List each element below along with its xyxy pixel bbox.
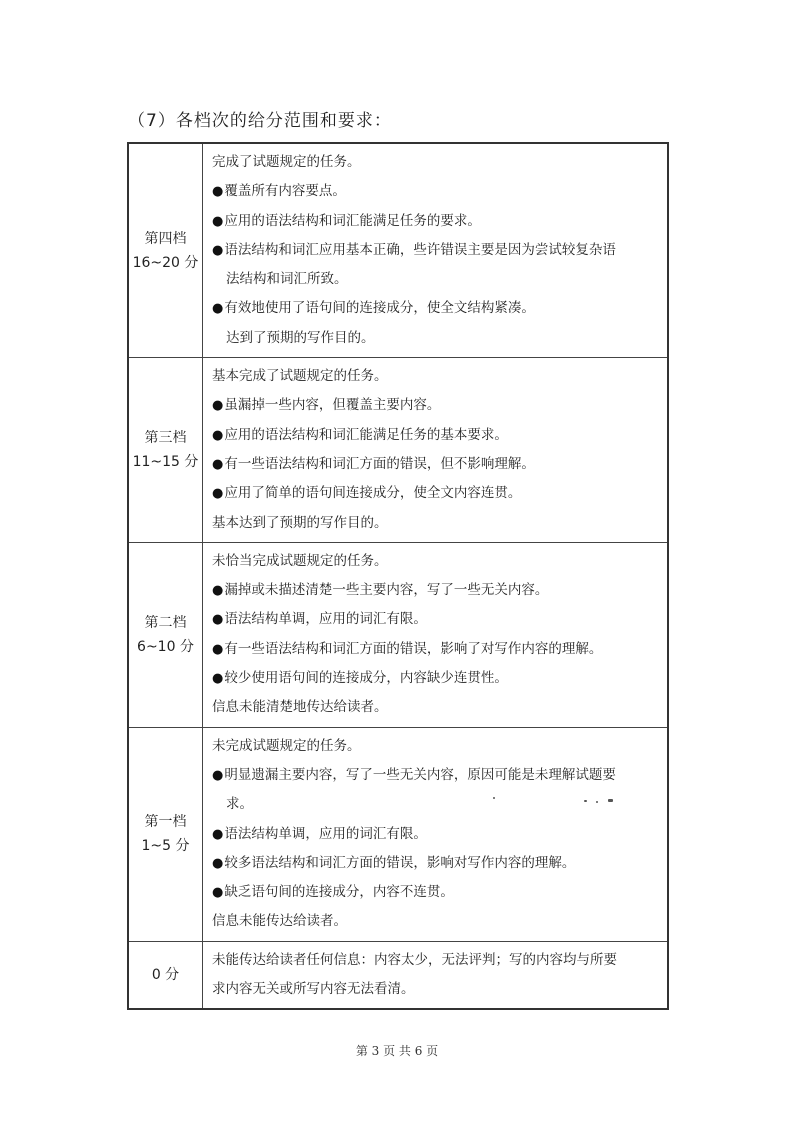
criterion-text: 完成了试题规定的任务。 bbox=[212, 154, 361, 170]
criterion-bullet-item: ● 语法结构和词汇应用基本正确，些许错误主要是因为尝试较复杂语 bbox=[212, 236, 661, 265]
criterion-bullet-item: ● 语法结构单调，应用的词汇有限。 bbox=[212, 820, 661, 849]
level-cell bbox=[128, 358, 203, 543]
criterion-text: 求。 bbox=[226, 796, 253, 813]
rubric-row bbox=[128, 941, 668, 1009]
section-heading: （7）各档次的给分范围和要求： bbox=[128, 111, 392, 131]
level-score-range: 16~20 分 bbox=[132, 254, 199, 271]
scan-speck bbox=[584, 800, 587, 802]
criterion-text: 基本达到了预期的写作目的。 bbox=[212, 514, 388, 531]
criterion-bullet-item: ● 覆盖所有内容要点。 bbox=[212, 177, 661, 206]
level-description-cell bbox=[203, 941, 669, 1009]
level-score-range: 1~5 分 bbox=[141, 838, 190, 855]
level-cell bbox=[128, 727, 203, 941]
criterion-bullet-item: ● 较少使用语句间的连接成分，内容缺少连贯性。 bbox=[212, 664, 661, 693]
rubric-row bbox=[128, 727, 668, 941]
level-score-range: 6~10 分 bbox=[137, 638, 194, 655]
criterion-text: 基本完成了试题规定的任务。 bbox=[212, 368, 388, 385]
scan-speck bbox=[596, 801, 598, 803]
level-cell bbox=[128, 941, 203, 1009]
criterion-bullet-item: ● 较多语法结构和词汇方面的错误，影响对写作内容的理解。 bbox=[212, 849, 661, 878]
criterion-bullet-item: ● 明显遗漏主要内容，写了一些无关内容，原因可能是未理解试题要 bbox=[212, 761, 661, 790]
criterion-text: 信息未能传达给读者。 bbox=[212, 913, 347, 930]
criterion-text: 未完成试题规定的任务。 bbox=[212, 737, 361, 754]
level-description-cell bbox=[203, 542, 669, 727]
scan-speck bbox=[493, 797, 495, 799]
criterion-bullet-item: ● 应用的语法结构和词汇能满足任务的基本要求。 bbox=[212, 421, 661, 450]
level-cell bbox=[128, 542, 203, 727]
level-description-cell bbox=[203, 358, 669, 543]
rubric-row bbox=[128, 358, 668, 543]
level-description-cell bbox=[203, 143, 669, 358]
criterion-bullet-item: ● 有一些语法结构和词汇方面的错误，影响了对写作内容的理解。 bbox=[212, 635, 661, 664]
rubric-row bbox=[128, 542, 668, 727]
criterion-bullet-item: ● 应用的语法结构和词汇能满足任务的要求。 bbox=[212, 207, 661, 236]
criterion-text: 法结构和词汇所致。 bbox=[226, 271, 348, 288]
level-name: 第一档 bbox=[144, 814, 187, 831]
criterion-text: 未恰当完成试题规定的任务。 bbox=[212, 552, 388, 569]
criterion-bullet-item: ● 语法结构单调，应用的词汇有限。 bbox=[212, 605, 661, 634]
level-name: 第三档 bbox=[144, 429, 187, 446]
scan-speck bbox=[608, 799, 613, 802]
criterion-bullet-item: ● 漏掉或未描述清楚一些主要内容，写了一些无关内容。 bbox=[212, 576, 661, 605]
level-name: 第二档 bbox=[144, 614, 187, 631]
criterion-bullet-item: ● 缺乏语句间的连接成分，内容不连贯。 bbox=[212, 878, 661, 907]
rubric-body bbox=[128, 143, 668, 1009]
criterion-bullet-item: ● 有效地使用了语句间的连接成分，使全文结构紧凑。 bbox=[212, 294, 661, 323]
criterion-text: 信息未能清楚地传达给读者。 bbox=[212, 699, 388, 716]
level-score-range: 11~15 分 bbox=[132, 453, 199, 470]
criterion-bullet-item: ● 虽漏掉一些内容，但覆盖主要内容。 bbox=[212, 391, 661, 420]
criterion-bullet-item: ● 有一些语法结构和词汇方面的错误，但不影响理解。 bbox=[212, 450, 661, 479]
level-description-cell bbox=[203, 727, 669, 941]
scoring-rubric-table bbox=[127, 142, 669, 1010]
criterion-text: 求内容无关或所写内容无法看清。 bbox=[212, 981, 415, 998]
page-footer: 第 3 页 共 6 页 bbox=[355, 1044, 439, 1058]
level-name: 第四档 bbox=[144, 230, 187, 247]
criterion-bullet-item: ● 应用了简单的语句间连接成分，使全文内容连贯。 bbox=[212, 479, 661, 508]
criterion-text: 达到了预期的写作目的。 bbox=[226, 329, 375, 346]
level-score-range: 0 分 bbox=[151, 967, 180, 984]
rubric-row bbox=[128, 143, 668, 358]
criterion-text: 未能传达给读者任何信息：内容太少，无法评判；写的内容均与所要 bbox=[212, 951, 617, 968]
level-cell bbox=[128, 143, 203, 358]
